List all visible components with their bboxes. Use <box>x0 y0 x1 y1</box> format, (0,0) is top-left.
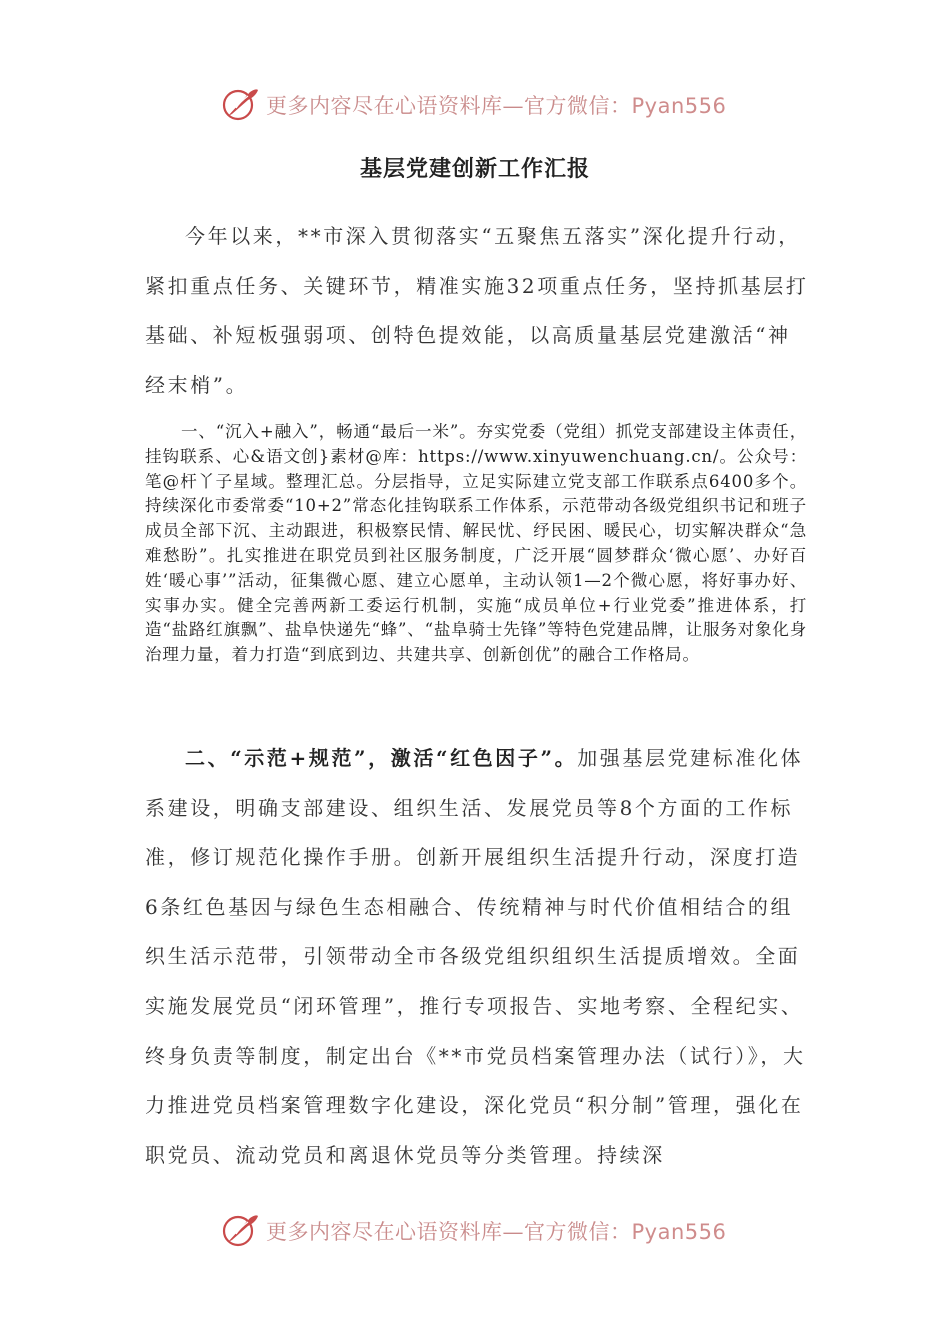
watermark-label: 更多内容尽在心语资料库—官方微信： <box>266 94 632 118</box>
section-two-paragraph <box>145 734 810 1180</box>
watermark-wechat-id: Pyan556 <box>631 94 727 118</box>
quill-logo-icon <box>222 86 260 122</box>
watermark-wechat-id: Pyan556 <box>631 1220 727 1244</box>
section-two-body: 加强基层党建标准化体系建设，明确支部建设、组织生活、发展党员等8个方面的工作标准，修订规范化操作手册。创新开展组织生活提升行动，深度打造6条红色基因与绿色生态相融合、传统精神与时代价值相结合的组织生活示范带，引领带动全市各级党组织组织生活提质增效。全面实施发展党员“闭环管理”，推行专项报告、实地考察、全程纪实、终身负责等制度，制定出台《**市党员档案管理办法（试行）》，大力推进党员档案管理数字化建设，深化党员“积分制”管理，强化在职党员、流动党员和离退休党员等分类管理。持续深 <box>145 746 806 1167</box>
footer-watermark-banner <box>0 1208 950 1252</box>
quill-logo-icon <box>222 1212 260 1248</box>
intro-paragraph: 今年以来，**市深入贯彻落实“五聚焦五落实”深化提升行动，紧扣重点任务、关键环节，精准实施32项重点任务，坚持抓基层打基础、补短板强弱项、创特色提效能，以高质量基层党建激活“神经末梢”。 <box>145 224 809 397</box>
section-two-heading: 二、“示范+规范”，激活“红色因子”。 <box>185 746 578 770</box>
watermark-text <box>266 1216 726 1246</box>
document-title: 基层党建创新工作汇报 <box>359 156 590 182</box>
section-one-paragraph: 一、“沉入+融入”，畅通“最后一米”。夯实党委（党组）抓党支部建设主体责任，挂钩联系、心&语文创}素材@库：https://www.xinyuwenchuang.cn/。公众号：笔@杆丫子星域。整理汇总。分层指导，立足实际建立党支部工作联系点6400多个。持续深化市委常委“10+2”常态化挂钩联系工作体系，示范带动各级党组织书记和班子成员全部下沉、主动跟进，积极察民情、解民忧、纾民困、暖民心，切实解决群众“急难愁盼”。扎实推进在职党员到社区服务制度，广泛开展“圆梦群众‘微心愿’、办好百姓‘暖心事’”活动，征集微心愿、建立心愿单，主动认领1—2个微心愿，将好事办好、实事办实。健全完善两新工委运行机制，实施“成员单位+行业党委”推进体系，打造“盐路红旗飘”、盐阜快递先“蜂”、“盐阜骑士先锋”等特色党建品牌，让服务对象化身治理力量，着力打造“到底到边、共建共享、创新创优”的融合工作格局。 <box>145 422 807 665</box>
watermark-text <box>266 90 726 120</box>
header-watermark-banner <box>0 82 950 126</box>
watermark-label: 更多内容尽在心语资料库—官方微信： <box>266 1220 632 1244</box>
